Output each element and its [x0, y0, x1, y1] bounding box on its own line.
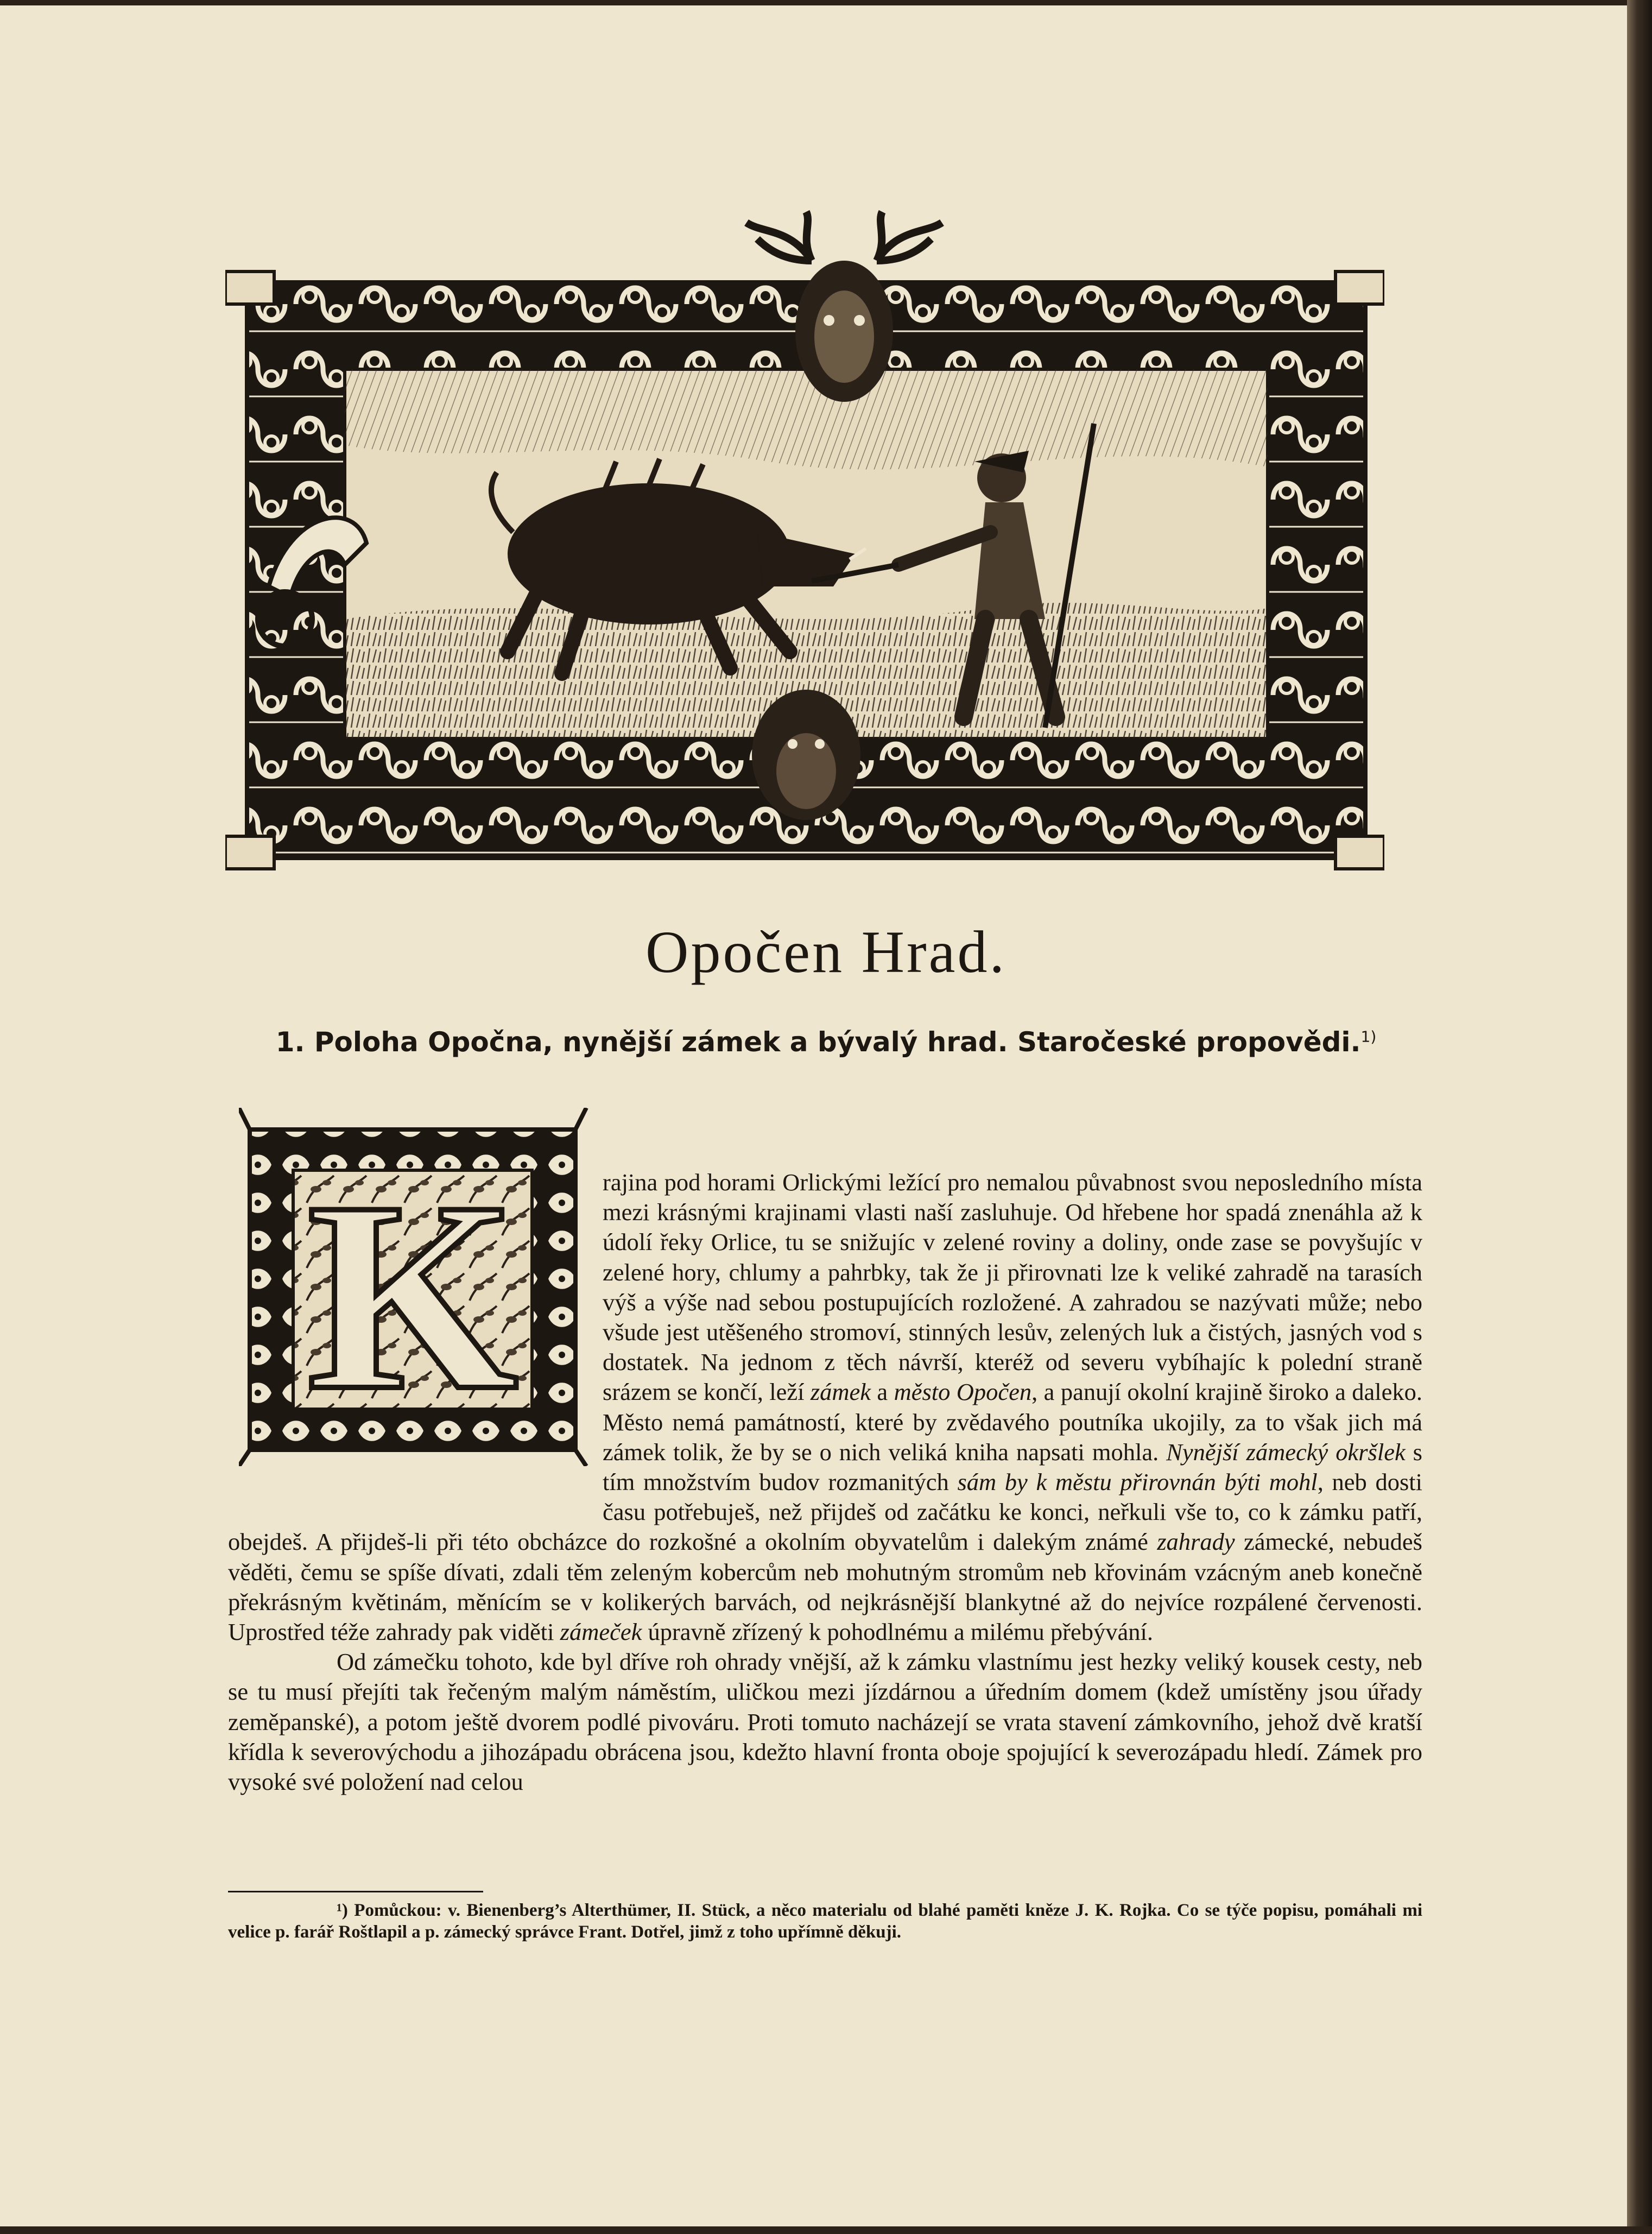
header-engraving: [225, 206, 1384, 874]
text-run: rajina pod horami Orlickými ležící pro nemalou půvabnost svou neposledního místa mezi krásnými krajinami vlasti naší zasluhuje. Od hřebene hor spadá znenáhla až k údolí řeky Orlice, tu se snižujíc v zelené roviny a doliny, onde zase se povyšujíc v zelené hory, chlumy a pahrbky, tak že ji přirovnati lze k veliké zahradě na tarasích výš a výše nad sebou postupujících rozložené. A zahradou se nazývati může; nebo všude jest utěšeného stromoví, stinných lesův, zelených luk a čistých, jasných vod s dostatek. Na jednom z těch návrší, kteréž od severu vybíhajíc k polední straně srázem se končí, leží: [603, 1169, 1422, 1406]
footnote-marker: 1): [1360, 1027, 1377, 1046]
paragraph-2: Od zámečku tohoto, kde byl dříve roh ohrady vnější, až k zámku vlastnímu jest hezky veliký kousek cesty, neb se tu musí přejíti tak řečeným malým náměstím, uličkou mezi jízdárnou a úředním domem (kdež umístěny jsou úřady zeměpanské), a potom ještě dvorem podlé pivováru. Proti tomuto nacházejí se vrata stavení zámkovního, jehož dvě kratší křídla k severovýchodu a jihozápadu obrácena jsou, kdežto hlavní fronta oboje spojující k severozápadu hledí. Zámek pro vysoké své položení nad celou: [228, 1648, 1422, 1796]
initial-letter: K: [307, 1146, 518, 1447]
italic-run: Nynější zámecký okršlek: [1166, 1438, 1406, 1466]
boar-head-icon: [752, 690, 860, 820]
text-run: zámecké, nebudeš věděti, čemu se spíše dívati, zdali těm zeleným kobercům neb mohutným stromům neb křovinám vzácným aneb konečně překrásným květinám, měnícím se v kolikerých barvách, od nejkrásnější blankytné až do nejvíce rozpálené červenosti. Uprostřed téže zahrady pak viděti: [228, 1528, 1422, 1646]
italic-run: zámek: [810, 1378, 871, 1406]
page-edge-right: [1627, 0, 1652, 2234]
text-run: úpravně zřízený k pohodlnému a milému přebývání.: [642, 1618, 1153, 1646]
text-run: s tím množstvím budov rozmanitých: [603, 1438, 1422, 1496]
text-run: a: [871, 1378, 894, 1406]
text-run: , a panují okolní krajině široko a daleko. Město nemá památností, které by zvědavého poutníka ukojily, za to však jich má zámek tolik, že by se o nich veliká kniha napsati mohla.: [603, 1378, 1422, 1466]
page-edge-top: [0, 0, 1652, 5]
text-run: , neb dosti času potřebuješ, než přijdeš od začátku ke konci, neřkuli vše to, co k zámku patří, obejdeš. A přijdeš-li při této obcházce do rozkošné a okolním obyvatelům i dalekým známé: [228, 1468, 1423, 1556]
section-heading-text: 1. Poloha Opočna, nynější zámek a bývalý hrad. Staročeské propovědi.: [275, 1026, 1361, 1058]
italic-run: město Opočen: [894, 1378, 1032, 1406]
page-edge-bottom: [0, 2226, 1652, 2234]
italic-run: zahrady: [1157, 1528, 1235, 1556]
page-title: Opočen Hrad.: [645, 919, 1007, 985]
footnote: ¹) Pomůckou: v. Bienenberg’s Alterthümer, II. Stück, a něco materialu od blahé paměti kněze J. K. Rojka. Co se týče popisu, pomáhali mi velice p. farář Roštlapil a p. zámecký správce Frant. Dotřel, jimž z toho upřímně děkuji.: [228, 1901, 1422, 1942]
body-text: [228, 1168, 1422, 1797]
footnote-rule: [228, 1891, 483, 1892]
italic-run: sám by k městu přirovnán býti mohl: [957, 1468, 1318, 1496]
section-heading: [0, 1026, 1652, 1058]
italic-run: zámeček: [560, 1618, 642, 1646]
